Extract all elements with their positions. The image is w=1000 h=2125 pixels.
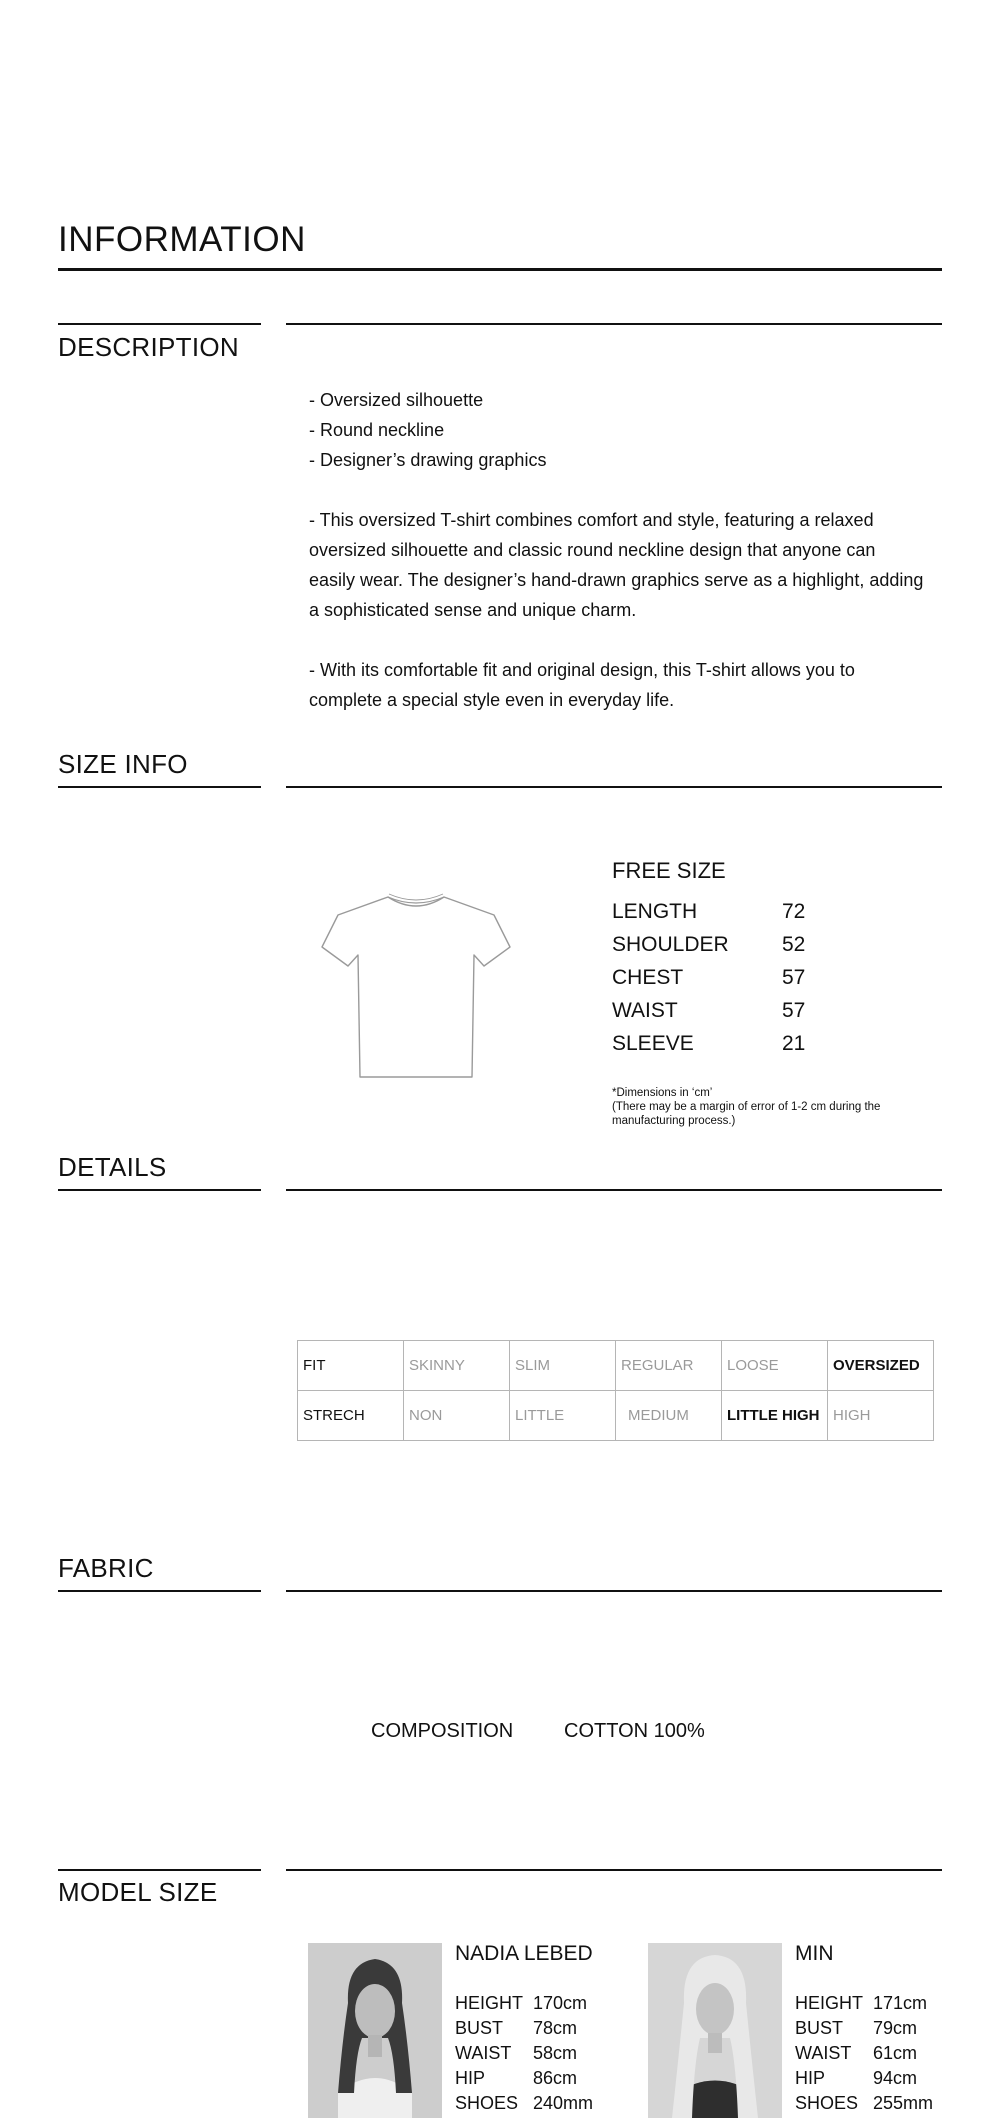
fit-label: FIT	[298, 1341, 404, 1391]
size-heading: FREE SIZE	[612, 858, 726, 883]
section-rule-right	[286, 1590, 942, 1592]
size-label: LENGTH	[612, 900, 698, 923]
fit-option: REGULAR	[616, 1341, 722, 1391]
description-line: oversized silhouette and classic round neckline design that anyone can	[309, 540, 876, 560]
fit-option: OVERSIZED	[828, 1341, 934, 1391]
size-row	[612, 900, 805, 924]
model-stat: SHOES 255mm	[795, 2093, 934, 2113]
model-stat: SHOES 240mm	[455, 2093, 594, 2113]
size-label: SLEEVE	[612, 1032, 694, 1055]
description-line: easily wear. The designer’s hand-drawn graphics serve as a highlight, adding	[309, 570, 924, 590]
size-value: 57	[782, 999, 806, 1022]
model-stat: HEIGHT 171cm	[795, 1993, 928, 2013]
details-heading: DETAILS	[58, 1152, 167, 1182]
description-line: - This oversized T-shirt combines comfort and style, featuring a relaxed	[309, 510, 874, 530]
description-line: - With its comfortable fit and original design, this T-shirt allows you to	[309, 660, 855, 680]
size-value: 57	[782, 966, 806, 989]
section-rule-left	[58, 786, 261, 788]
description-text	[309, 385, 949, 715]
size-note-line: manufacturing process.)	[612, 1115, 736, 1127]
stretch-row	[298, 1391, 934, 1441]
model-stat: BUST 79cm	[795, 2018, 918, 2038]
composition-label: COMPOSITION	[371, 1720, 514, 1742]
model-stat: WAIST 58cm	[455, 2043, 578, 2063]
model-name: MIN	[795, 1942, 834, 1965]
section-rule-right	[286, 1189, 942, 1191]
model-stat: WAIST 61cm	[795, 2043, 918, 2063]
model-stat: BUST 78cm	[455, 2018, 578, 2038]
size-label: CHEST	[612, 966, 684, 989]
size-note-line: (There may be a margin of error of 1-2 cm during the	[612, 1101, 881, 1113]
model-photo	[648, 1943, 782, 2118]
model-photo	[308, 1943, 442, 2118]
size-value: 21	[782, 1032, 806, 1055]
section-rule-left	[58, 1590, 261, 1592]
size-info-heading: SIZE INFO	[58, 749, 188, 779]
description-heading: DESCRIPTION	[58, 332, 239, 362]
fit-option: LOOSE	[722, 1341, 828, 1391]
size-row	[612, 999, 805, 1023]
details-table	[297, 1340, 934, 1441]
size-value: 72	[782, 900, 806, 923]
fabric-heading: FABRIC	[58, 1553, 154, 1583]
page-title: INFORMATION	[58, 220, 306, 259]
tshirt-illustration	[318, 893, 514, 1081]
size-label: SHOULDER	[612, 933, 729, 956]
fit-option: SKINNY	[404, 1341, 510, 1391]
model-name: NADIA LEBED	[455, 1942, 593, 1965]
section-rule-right	[286, 786, 942, 788]
description-line: a sophisticated sense and unique charm.	[309, 600, 637, 620]
model-size-heading: MODEL SIZE	[58, 1877, 218, 1907]
stretch-option: HIGH	[828, 1391, 934, 1441]
description-line: - Oversized silhouette	[309, 390, 484, 410]
size-value: 52	[782, 933, 806, 956]
size-row	[612, 933, 805, 957]
stretch-label: STRECH	[298, 1391, 404, 1441]
stretch-option: NON	[404, 1391, 510, 1441]
description-line: - Round neckline	[309, 420, 445, 440]
fit-option: SLIM	[510, 1341, 616, 1391]
section-rule-left	[58, 323, 261, 325]
section-rule-right	[286, 323, 942, 325]
section-rule-left	[58, 1189, 261, 1191]
description-line: - Designer’s drawing graphics	[309, 450, 547, 470]
model-stat: HIP 94cm	[795, 2068, 918, 2088]
stretch-option: LITTLE	[510, 1391, 616, 1441]
stretch-option: LITTLE HIGH	[722, 1391, 828, 1441]
model-stat: HEIGHT 170cm	[455, 1993, 588, 2013]
composition-value: COTTON 100%	[564, 1720, 705, 1742]
size-note	[612, 1086, 932, 1128]
fit-row	[298, 1341, 934, 1391]
description-line: complete a special style even in everyday life.	[309, 690, 675, 710]
stretch-option: MEDIUM	[616, 1391, 722, 1441]
size-label: WAIST	[612, 999, 678, 1022]
size-note-line: *Dimensions in ‘cm’	[612, 1087, 713, 1099]
section-rule-right	[286, 1869, 942, 1871]
size-row	[612, 966, 805, 990]
section-rule-left	[58, 1869, 261, 1871]
title-divider	[58, 268, 942, 271]
model-stat: HIP 86cm	[455, 2068, 578, 2088]
size-row	[612, 1032, 805, 1056]
